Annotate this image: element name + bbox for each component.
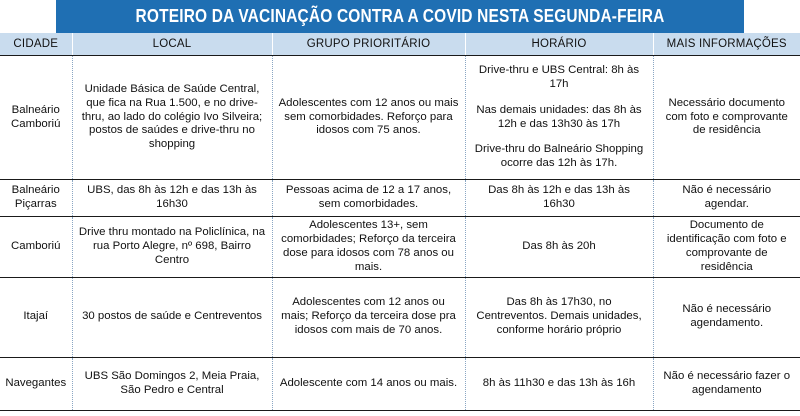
cell-grupo: Pessoas acima de 12 a 17 anos, sem comorbidades. bbox=[272, 180, 465, 217]
table-row bbox=[0, 277, 800, 357]
cell-cidade: Camboriú bbox=[0, 217, 72, 278]
cell-cidade: Balneário Piçarras bbox=[0, 180, 72, 217]
cell-horario: Das 8h às 20h bbox=[465, 217, 653, 278]
cell-grupo: Adolescentes com 12 anos ou mais; Reforço da terceira dose pra idosos com mais de 70 anos. bbox=[272, 277, 465, 357]
cell-cidade: Navegantes bbox=[0, 357, 72, 410]
header-local: LOCAL bbox=[72, 33, 272, 56]
horario-line: Drive-thru do Balneário Shopping ocorre das 12h às 17h. bbox=[474, 143, 644, 170]
cell-horario: Das 8h às 17h30, no Centreventos. Demais unidades, conforme horário próprio bbox=[465, 277, 653, 357]
cell-info: Documento de identificação com foto e comprovante de residência bbox=[653, 217, 800, 278]
schedule-table bbox=[0, 33, 800, 411]
table-row bbox=[0, 357, 800, 410]
cell-local: Unidade Básica de Saúde Central, que fica na Rua 1.500, e no drive-thru, ao lado do colégio Ivo Silveira; postos de saúdes e drive-thru no shopping bbox=[72, 56, 272, 180]
table-row bbox=[0, 180, 800, 217]
table-row bbox=[0, 217, 800, 278]
header-info: MAIS INFORMAÇÕES bbox=[653, 33, 800, 56]
horario-line: Nas demais unidades: das 8h às 12h e das 13h30 às 17h bbox=[476, 103, 642, 130]
cell-local: UBS São Domingos 2, Meia Praia, São Pedro e Central bbox=[72, 357, 272, 410]
cell-local: 30 postos de saúde e Centreventos bbox=[72, 277, 272, 357]
horario-line: Drive-thru e UBS Central: 8h às 17h bbox=[478, 63, 640, 90]
header-horario: HORÁRIO bbox=[465, 33, 653, 56]
cell-info: Não é necessário agendar. bbox=[653, 180, 800, 217]
cell-horario: 8h às 11h30 e das 13h às 16h bbox=[465, 357, 653, 410]
header-cidade: CIDADE bbox=[0, 33, 72, 56]
cell-grupo: Adolescentes com 12 anos ou mais sem comorbidades. Reforço para idosos com 75 anos. bbox=[272, 56, 465, 180]
cell-horario: Das 8h às 12h e das 13h às 16h30 bbox=[465, 180, 653, 217]
cell-grupo: Adolescente com 14 anos ou mais. bbox=[272, 357, 465, 410]
header-row bbox=[0, 33, 800, 56]
cell-info: Não é necessário fazer o agendamento bbox=[653, 357, 800, 410]
cell-info: Necessário documento com foto e comprovante de residência bbox=[653, 56, 800, 180]
cell-local: Drive thru montado na Policlínica, na rua Porto Alegre, nº 698, Bairro Centro bbox=[72, 217, 272, 278]
cell-info: Não é necessário agendamento. bbox=[653, 277, 800, 357]
cell-cidade: Balneário Camboriú bbox=[0, 56, 72, 180]
cell-cidade: Itajaí bbox=[0, 277, 72, 357]
table-row bbox=[0, 56, 800, 180]
cell-horario bbox=[465, 56, 653, 180]
header-grupo: GRUPO PRIORITÁRIO bbox=[272, 33, 465, 56]
page-title: ROTEIRO DA VACINAÇÃO CONTRA A COVID NESTA SEGUNDA-FEIRA bbox=[56, 0, 744, 33]
cell-grupo: Adolescentes 13+, sem comorbidades; Reforço da terceira dose para idosos com 78 anos ou mais. bbox=[272, 217, 465, 278]
cell-local: UBS, das 8h às 12h e das 13h às 16h30 bbox=[72, 180, 272, 217]
